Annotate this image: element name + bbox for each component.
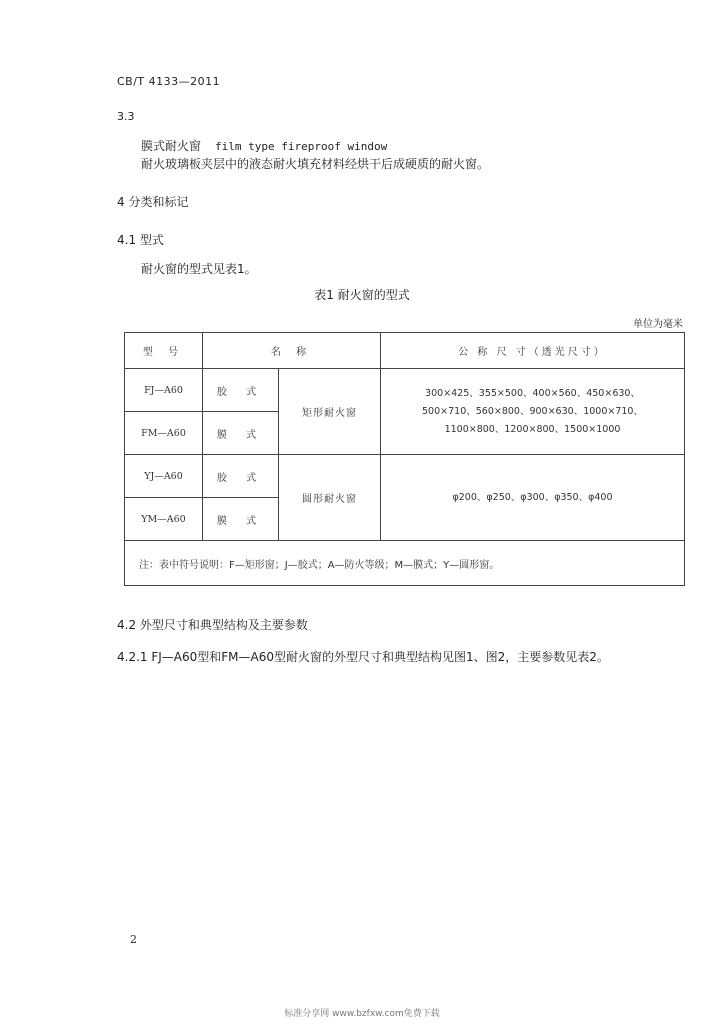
- table-unit: 单位为毫米: [633, 319, 683, 330]
- term-en: film type fireproof window: [215, 140, 388, 153]
- section-4-1-title: 4.1 型式: [117, 233, 164, 247]
- size-line: 300×425、355×500、400×560、450×630、: [425, 387, 640, 399]
- table-header-row: [125, 333, 685, 369]
- term-definition: 耐火玻璃板夹层中的液态耐火填充材料经烘干后成硬质的耐火窗。: [141, 157, 490, 171]
- table-note: 注：表中符号说明：F—矩形窗；J—胶式；A—防火等级；M—膜式；Y—圆形窗。: [125, 541, 685, 586]
- window-types-table: [124, 332, 685, 586]
- page-number: 2: [130, 933, 137, 946]
- header-size: 公 称 尺 寸（透光尺寸）: [381, 333, 685, 369]
- section-4-1-text: 耐火窗的型式见表1。: [141, 262, 257, 276]
- table-caption: 表1 耐火窗的型式: [314, 288, 410, 302]
- model-cell: YJ—A60: [125, 455, 203, 498]
- model-cell: FJ—A60: [125, 369, 203, 412]
- table-row: [125, 455, 685, 498]
- term-line: [141, 137, 387, 154]
- size-line: 1100×800、1200×800、1500×1000: [444, 423, 621, 435]
- footer-watermark: 标准分享网 www.bzfxw.com免费下载: [284, 1009, 440, 1019]
- standard-header: CB/T 4133—2011: [117, 75, 221, 88]
- header-name: 名 称: [203, 333, 381, 369]
- term-zh: 膜式耐火窗: [141, 139, 202, 153]
- kind-cell: 膜 式: [203, 412, 279, 455]
- size-cell: [381, 369, 685, 455]
- section-4-2-1-text: 4.2.1 FJ—A60型和FM—A60型耐火窗的外型尺寸和典型结构见图1、图2，主要参数见表2。: [117, 650, 609, 664]
- kind-cell: 膜 式: [203, 498, 279, 541]
- kind-cell: 胶 式: [203, 455, 279, 498]
- model-cell: FM—A60: [125, 412, 203, 455]
- kind-cell: 胶 式: [203, 369, 279, 412]
- size-line: 500×710、560×800、900×630、1000×710、: [422, 405, 643, 417]
- header-model: 型 号: [125, 333, 203, 369]
- group-name-cell: 圆形耐火窗: [279, 455, 381, 541]
- section-4-title: 4 分类和标记: [117, 195, 189, 209]
- size-cell: φ200、φ250、φ300、φ350、φ400: [381, 455, 685, 541]
- table-note-row: [125, 541, 685, 586]
- section-4-2-title: 4.2 外型尺寸和典型结构及主要参数: [117, 618, 308, 632]
- table-row: [125, 369, 685, 412]
- section-3-3-number: 3.3: [117, 110, 135, 123]
- group-name-cell: 矩形耐火窗: [279, 369, 381, 455]
- model-cell: YM—A60: [125, 498, 203, 541]
